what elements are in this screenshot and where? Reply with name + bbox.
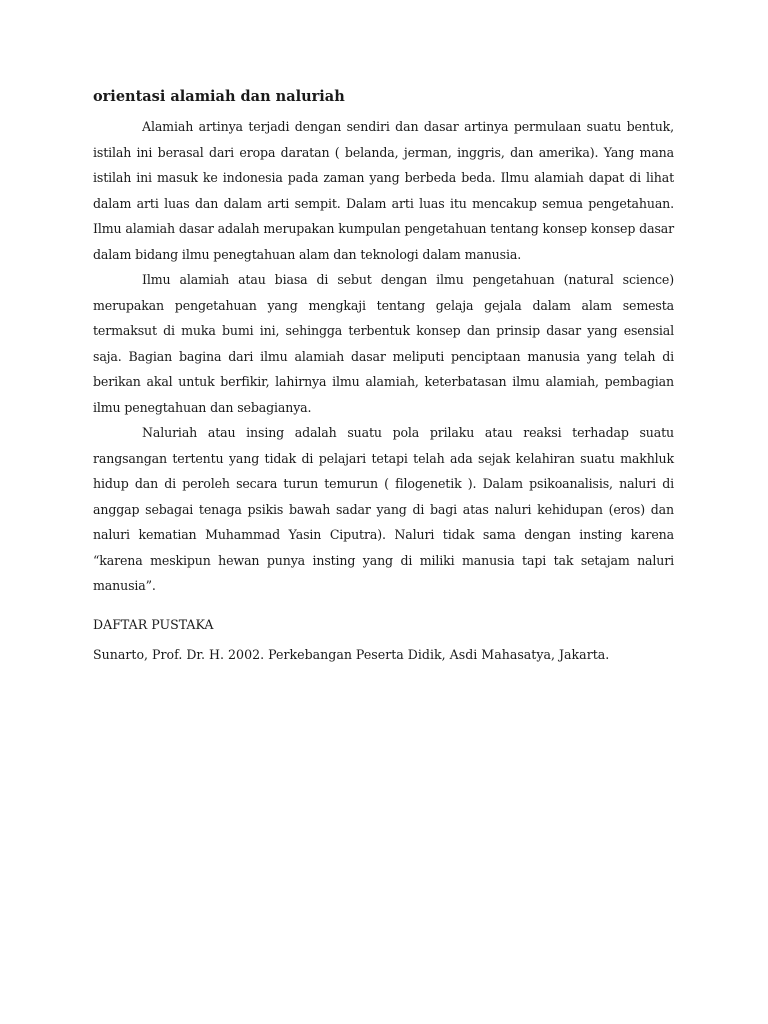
document-page — [93, 86, 674, 667]
paragraph-alamiah-definition: Alamiah artinya terjadi dengan sendiri dan dasar artinya permulaan suatu bentuk, istilah ini berasal dari eropa daratan ( belanda, jerman, inggris, dan amerika). Yang mana istilah ini masuk ke indonesia pada zaman yang berbeda beda. Ilmu alamiah dapat di lihat dalam arti luas dan dalam arti sempit. Dalam arti luas itu mencakup semua pengetahuan. Ilmu alamiah dasar adalah merupakan kumpulan pengetahuan tentang konsep konsep dasar dalam bidang ilmu penegtahuan alam dan teknologi dalam manusia. — [93, 119, 674, 262]
document-title: orientasi alamiah dan naluriah — [93, 88, 345, 105]
paragraph-ilmu-alamiah: Ilmu alamiah atau biasa di sebut dengan ilmu pengetahuan (natural science) merupakan pengetahuan yang mengkaji tentang gelaja gejala dalam alam semesta termaksut di muka bumi ini, sehingga terbentuk konsep dan prinsip dasar yang esensial saja. Bagian bagina dari ilmu alamiah dasar meliputi penciptaan manusia yang telah di berikan akal untuk berfikir, lahirnya ilmu alamiah, keterbatasan ilmu alamiah, pembagian ilmu penegtahuan dan sebagianya. — [93, 272, 674, 415]
bibliography-entry: Sunarto, Prof. Dr. H. 2002. Perkebangan Peserta Didik, Asdi Mahasatya, Jakarta. — [93, 646, 610, 662]
paragraph-naluriah: Naluriah atau insing adalah suatu pola prilaku atau reaksi terhadap suatu rangsangan tertentu yang tidak di pelajari tetapi telah ada sejak kelahiran suatu makhluk hidup dan di peroleh secara turun temurun ( filogenetik ). Dalam psikoanalisis, naluri di anggap sebagai tenaga psikis bawah sadar yang di bagi atas naluri kehidupan (eros) dan naluri kematian Muhammad Yasin Ciputra). Naluri tidak sama dengan insting karena “karena meskipun hewan punya insting yang di miliki manusia tapi tak setajam naluri manusia”. — [93, 425, 674, 593]
bibliography-heading: DAFTAR PUSTAKA — [93, 616, 214, 632]
